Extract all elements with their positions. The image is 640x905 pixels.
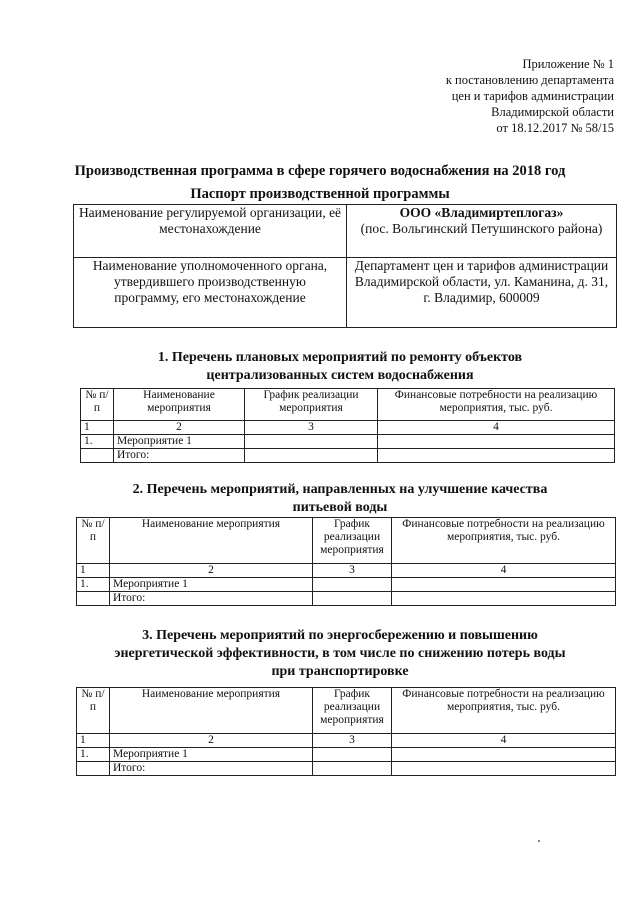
table-cell: Мероприятие 1 xyxy=(110,748,313,762)
section-2-title xyxy=(60,481,620,517)
table-cell: 4 xyxy=(392,734,616,748)
passport-table xyxy=(73,204,617,328)
table-cell: 1 xyxy=(81,421,114,435)
appendix-line: к постановлению департамента xyxy=(445,73,614,87)
table-cell: 3 xyxy=(313,564,392,578)
organization-name: ООО «Владимиртеплогаз» xyxy=(399,205,564,220)
table-cell xyxy=(378,449,615,463)
passport-title: Паспорт производственной программы xyxy=(190,186,450,202)
passport-label: Наименование уполномоченного органа, утвердившего производственную программу, его местонахождение xyxy=(74,258,347,328)
table-numbering-row xyxy=(77,734,616,748)
table-cell: Итого: xyxy=(114,449,245,463)
passport-value xyxy=(347,205,617,258)
col-header-number: № п/п xyxy=(77,518,110,564)
table-cell: 1. xyxy=(77,748,110,762)
table-numbering-row xyxy=(81,421,615,435)
table-cell xyxy=(378,435,615,449)
col-header-schedule: График реализации мероприятия xyxy=(313,688,392,734)
table-cell xyxy=(313,762,392,776)
passport-value: Департамент цен и тарифов администрации Владимирской области, ул. Каманина, д. 31, г. Владимир, 600009 xyxy=(347,258,617,328)
table-cell xyxy=(81,449,114,463)
table-cell xyxy=(313,592,392,606)
col-header-finance: Финансовые потребности на реализацию мероприятия, тыс. руб. xyxy=(392,518,616,564)
col-header-name: Наименование мероприятия xyxy=(110,518,313,564)
scan-speck xyxy=(538,840,540,842)
table-cell: 1. xyxy=(77,578,110,592)
table-cell xyxy=(392,578,616,592)
table-total-row xyxy=(77,592,616,606)
section-title-line: энергетической эффективности, в том числе по снижению потерь воды xyxy=(114,646,566,661)
table-cell: 1 xyxy=(77,734,110,748)
col-header-schedule: График реализации мероприятия xyxy=(245,389,378,421)
table-cell xyxy=(392,762,616,776)
organization-location: (пос. Вольгинский Петушинского района) xyxy=(360,221,603,236)
document-title: Производственная программа в сфере горячего водоснабжения на 2018 год xyxy=(74,163,566,179)
table-cell: 2 xyxy=(114,421,245,435)
table-cell xyxy=(245,435,378,449)
appendix-block xyxy=(446,56,614,136)
section-title-line: при транспортировке xyxy=(271,664,409,679)
table-cell xyxy=(77,592,110,606)
table-cell: 4 xyxy=(392,564,616,578)
table-cell: Мероприятие 1 xyxy=(110,578,313,592)
col-header-name: Наименование мероприятия xyxy=(114,389,245,421)
table-cell: 1 xyxy=(77,564,110,578)
table-cell xyxy=(313,748,392,762)
section-1-table xyxy=(80,388,615,463)
appendix-line: Владимирской области xyxy=(491,105,614,119)
section-1-title xyxy=(60,349,620,385)
table-row xyxy=(77,578,616,592)
section-title-line: 3. Перечень мероприятий по энергосбережению и повышению xyxy=(142,628,538,643)
passport-row xyxy=(74,205,617,258)
table-cell: 2 xyxy=(110,564,313,578)
table-cell xyxy=(392,592,616,606)
table-header-row xyxy=(81,389,615,421)
table-numbering-row xyxy=(77,564,616,578)
table-cell: 4 xyxy=(378,421,615,435)
passport-row xyxy=(74,258,617,328)
table-row xyxy=(77,748,616,762)
table-cell xyxy=(245,449,378,463)
table-cell xyxy=(313,578,392,592)
table-cell xyxy=(392,748,616,762)
col-header-schedule: График реализации мероприятия xyxy=(313,518,392,564)
appendix-line: Приложение № 1 xyxy=(522,57,614,71)
table-cell: 3 xyxy=(245,421,378,435)
appendix-line: от 18.12.2017 № 58/15 xyxy=(496,121,614,135)
section-title-line: питьевой воды xyxy=(292,500,388,515)
table-header-row xyxy=(77,518,616,564)
table-header-row xyxy=(77,688,616,734)
section-3-title xyxy=(60,627,620,681)
table-cell: Итого: xyxy=(110,762,313,776)
col-header-finance: Финансовые потребности на реализацию мероприятия, тыс. руб. xyxy=(392,688,616,734)
col-header-finance: Финансовые потребности на реализацию мероприятия, тыс. руб. xyxy=(378,389,615,421)
table-cell: Мероприятие 1 xyxy=(114,435,245,449)
section-3-table xyxy=(76,687,616,776)
table-cell: 3 xyxy=(313,734,392,748)
table-total-row xyxy=(77,762,616,776)
section-title-line: централизованных систем водоснабжения xyxy=(206,368,474,383)
section-title-line: 2. Перечень мероприятий, направленных на улучшение качества xyxy=(132,482,548,497)
appendix-line: цен и тарифов администрации xyxy=(451,89,614,103)
section-title-line: 1. Перечень плановых мероприятий по ремонту объектов xyxy=(157,350,523,365)
table-cell: Итого: xyxy=(110,592,313,606)
col-header-number: № п/п xyxy=(81,389,114,421)
section-2-table xyxy=(76,517,616,606)
table-row xyxy=(81,435,615,449)
col-header-number: № п/п xyxy=(77,688,110,734)
table-cell: 2 xyxy=(110,734,313,748)
table-cell: 1. xyxy=(81,435,114,449)
table-total-row xyxy=(81,449,615,463)
col-header-name: Наименование мероприятия xyxy=(110,688,313,734)
table-cell xyxy=(77,762,110,776)
passport-label: Наименование регулируемой организации, её местонахождение xyxy=(74,205,347,258)
